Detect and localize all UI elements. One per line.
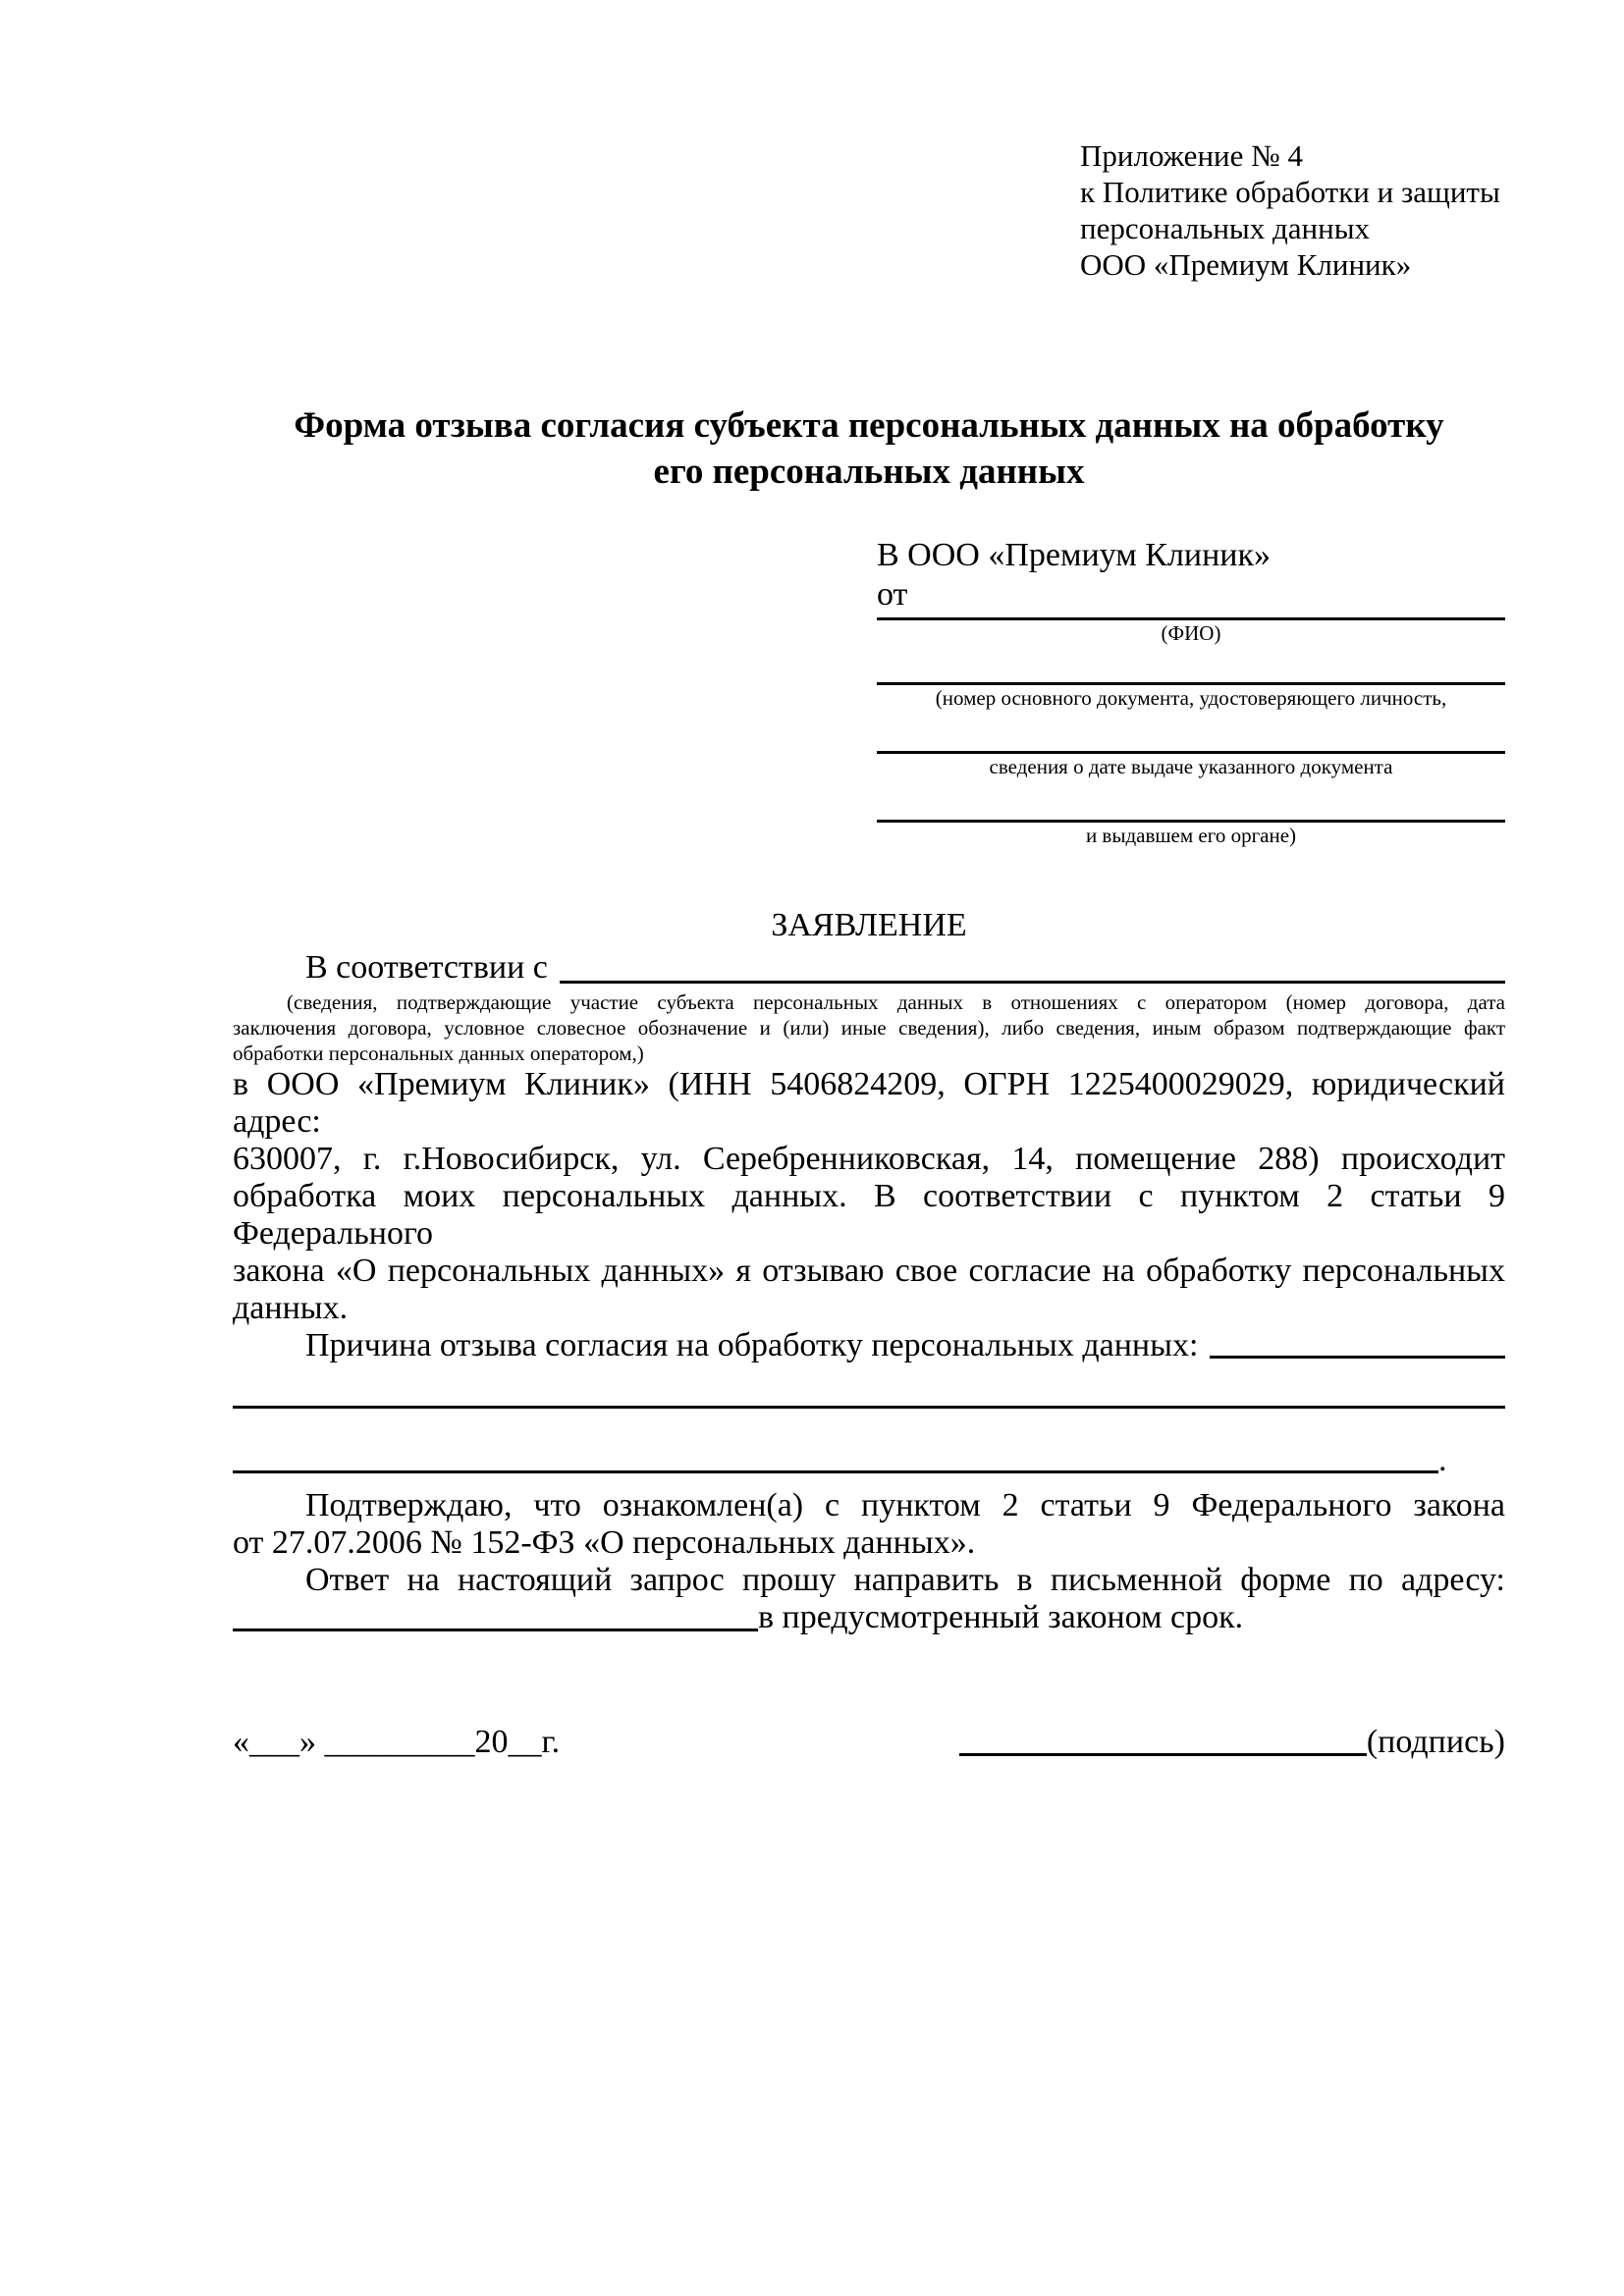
reply-address-blank-line[interactable]	[233, 1629, 758, 1631]
page-title-line: его персональных данных	[653, 452, 1085, 492]
document-number-caption: (номер основного документа, удостоверяющего личность,	[935, 686, 1447, 710]
issuing-authority-field	[877, 820, 1505, 848]
issuing-authority-caption: и выдавшем его органе)	[1085, 824, 1297, 847]
appendix-note-line: ООО «Премиум Клиник»	[1080, 247, 1412, 282]
consent-basis-row	[233, 946, 1505, 989]
confirmation-line: Подтверждаю, что ознакомлен(а) с пунктом 2 статьи 9 Федерального закона	[305, 1487, 1505, 1523]
withdrawal-reason-row	[233, 1327, 1505, 1364]
confirmation-paragraph	[233, 1487, 1505, 1562]
page-title-line: Форма отзыва согласия субъекта персональных данных на обработку	[294, 405, 1444, 446]
withdrawal-reason-extra-blank-row-2	[233, 1442, 1505, 1479]
page-title	[233, 402, 1505, 495]
statement-body-line: 630007, г. г.Новосибирск, ул. Серебренниковская, 14, помещение 288) происходит	[233, 1141, 1505, 1177]
signature-blank-line[interactable]	[959, 1753, 1367, 1756]
reply-request-suffix: в предусмотренный законом срок.	[758, 1599, 1244, 1635]
signature-group	[959, 1723, 1505, 1762]
signature-caption: (подпись)	[1366, 1724, 1505, 1760]
statement-heading: ЗАЯВЛЕНИЕ	[771, 907, 967, 943]
date-blank[interactable]: «___» _________20__г.	[233, 1724, 561, 1760]
consent-basis-caption-line: (сведения, подтверждающие участие субъекта персональных данных в отношениях с оператором (номер договора, дата	[287, 990, 1505, 1014]
statement-body-line: закона «О персональных данных» я отзываю свое согласие на обработку персональных	[233, 1253, 1505, 1289]
statement-body-line: данных.	[233, 1290, 349, 1326]
appendix-note-line: персональных данных	[1080, 211, 1371, 245]
consent-basis-caption-line: обработки персональных данных оператором,)	[233, 1041, 644, 1065]
blank-terminator-period: .	[1438, 1442, 1447, 1478]
withdrawal-reason-extra-blank-line-2[interactable]	[233, 1470, 1438, 1473]
fio-field	[877, 617, 1505, 646]
recipient-to: В ООО «Премиум Клиник»	[877, 537, 1272, 573]
withdrawal-reason-extra-blank-line-1[interactable]	[233, 1406, 1505, 1409]
confirmation-line: от 27.07.2006 № 152-ФЗ «О персональных данных».	[233, 1524, 976, 1561]
statement-body-line: в ООО «Премиум Клиник» (ИНН 5406824209, ОГРН 1225400029029, юридический адрес:	[233, 1066, 1505, 1140]
recipient-from-label: от	[877, 576, 908, 613]
issue-date-field	[877, 751, 1505, 779]
consent-basis-blank-line[interactable]	[560, 981, 1505, 984]
appendix-note	[1080, 137, 1505, 283]
withdrawal-reason-label: Причина отзыва согласия на обработку персональных данных:	[305, 1327, 1199, 1363]
consent-basis-caption-line: заключения договора, условное словесное обозначение и (или) иные сведения), либо сведения, иным образом подтверждающие факт	[233, 1016, 1505, 1040]
issue-date-caption: сведения о дате выдаче указанного документа	[989, 755, 1393, 778]
fio-caption: (ФИО)	[1161, 621, 1221, 645]
document-number-field	[877, 682, 1505, 711]
withdrawal-reason-blank-line[interactable]	[1210, 1356, 1505, 1359]
recipient-block	[877, 536, 1505, 848]
appendix-note-line: к Политике обработки и защиты	[1080, 175, 1500, 209]
statement-body-line: обработка моих персональных данных. В соответствии с пунктом 2 статьи 9 Федерального	[233, 1178, 1505, 1252]
consent-basis-label: В соответствии с	[305, 949, 548, 986]
reply-request-line: Ответ на настоящий запрос прошу направить в письменной форме по адресу:	[305, 1562, 1505, 1598]
date-signature-row	[233, 1723, 1505, 1762]
reply-address-row	[233, 1599, 1505, 1636]
appendix-note-line: Приложение № 4	[1080, 138, 1303, 173]
